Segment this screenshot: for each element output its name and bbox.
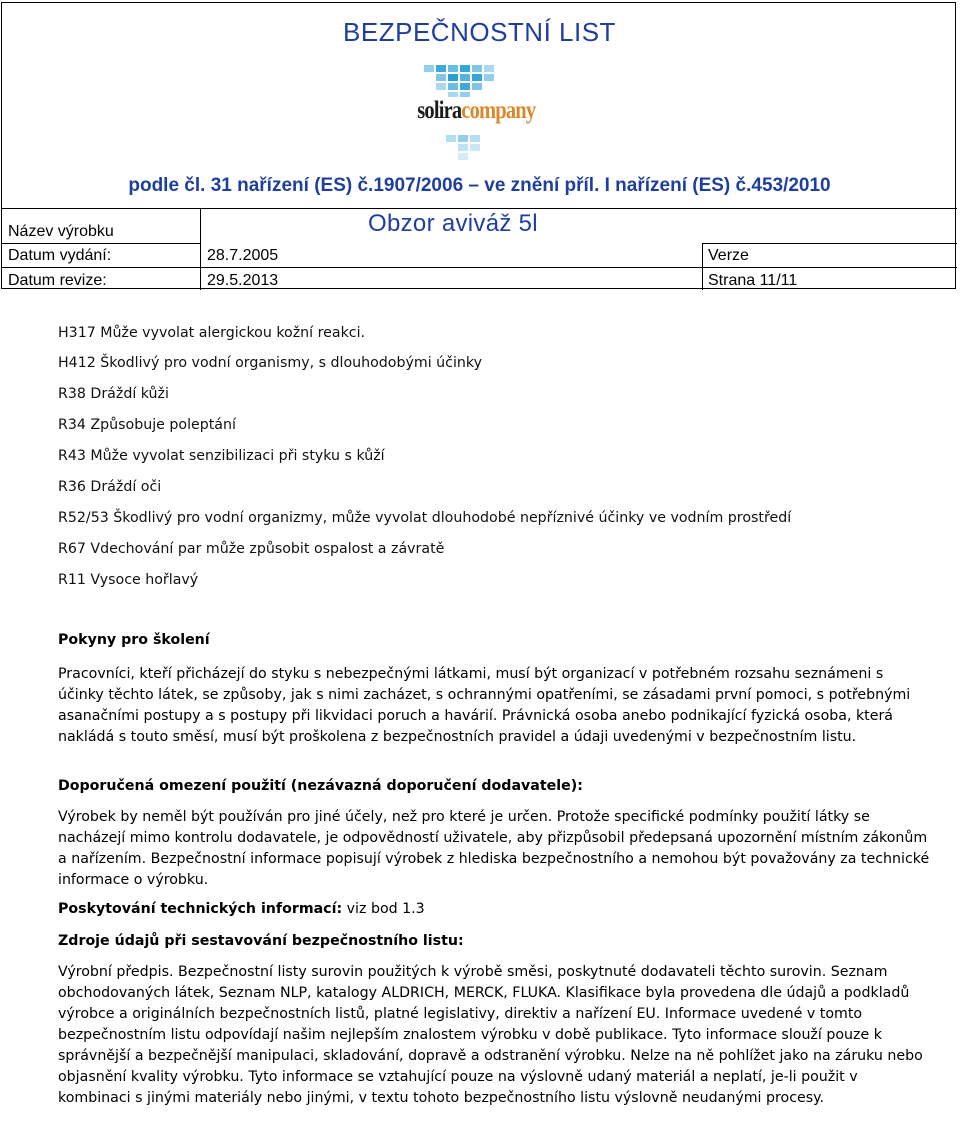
hazard-statement: R38 Dráždí kůži [58, 386, 169, 402]
divider [200, 208, 201, 290]
sources-heading: Zdroje údajů při sestavování bezpečnostního listu: [58, 933, 464, 949]
hazard-statement: R34 Způsobuje poleptání [58, 417, 236, 433]
hazard-statement: H412 Škodlivý pro vodní organismy, s dlouhodobými účinky [58, 355, 482, 371]
hazard-statement: R11 Vysoce hořlavý [58, 572, 199, 588]
revision-date-label: Datum revize: [8, 272, 107, 289]
logo-wordmark: soliracompany [417, 97, 536, 124]
sources-text: Výrobní předpis. Bezpečnostní listy surovin použitých k výrobě směsi, poskytnuté dodavateli těchto surovin. Seznam obchodovaných látek, Seznam NLP, katalogy ALDRICH, MERCK, FLUKA. Klasifikace byla provedena dle údajů a podkladů výrobce a originálních bezpečnostních listů, platné legislativy, direktiv a nařízení EU. Informace uvedené v tomto bezpečnostním listu odpovídají našim nejlepším znalostem výrobku v době publikace. Tyto informace slouží pouze k správnější a bezpečnější manipulaci, skladování, dopravě a odstranění výrobku. Nelze na ně pohlížet jako na záruku nebo objasnění kvality výrobku. Tyto informace se vztahující pouze na výslovně udaný materiál a neplatí, je-li použit v kombinaci s jinými materiály nebo jinými, v textu tohoto bezpečnostního listu výslovně neudanými procesy. [58, 964, 923, 1106]
hazard-statement: R52/53 Škodlivý pro vodní organizmy, může vyvolat dlouhodobé nepříznivé účinky ve vodním prostředí [58, 510, 792, 526]
divider [2, 243, 200, 244]
document-title: BEZPEČNOSTNÍ LIST [343, 17, 616, 47]
company-logo [406, 63, 536, 163]
divider [702, 243, 957, 244]
restrictions-text: Výrobek by neměl být používán pro jiné účely, než pro které je určen. Protože specifické podmínky použití látky se nacházejí mimo kontrolu dodavatele, je odpovědností uživatele, aby přizpůsobil předepsaná upozornění místním zákonům a nařízením. Bezpečnostní informace popisují výrobek z hlediska bezpečnostního a nemohou být považovány za technické informace o výrobku. [58, 809, 930, 888]
technical-info-heading: Poskytování technických informací: viz bod 1.3 [58, 901, 425, 917]
hazard-statement: R36 Dráždí oči [58, 479, 162, 495]
hazard-statement: R43 Může vyvolat senzibilizaci při styku s kůží [58, 448, 385, 464]
product-name-label: Název výrobku [8, 223, 114, 240]
divider [2, 267, 957, 268]
revision-date: 29.5.2013 [207, 272, 279, 289]
version-label: Verze [708, 247, 749, 264]
page-number: Strana 11/11 [708, 272, 798, 289]
issue-date-label: Datum vydání: [8, 247, 112, 264]
regulation-reference: podle čl. 31 nařízení (ES) č.1907/2006 – ve znění příl. I nařízení (ES) č.453/2010 [128, 175, 831, 196]
restrictions-heading: Doporučená omezení použití (nezávazná doporučení dodavatele): [58, 778, 583, 794]
hazard-statement: H317 Může vyvolat alergickou kožní reakci. [58, 325, 366, 341]
training-heading: Pokyny pro školení [58, 632, 210, 648]
technical-info-value: viz bod 1.3 [342, 901, 425, 917]
training-text: Pracovníci, kteří přicházejí do styku s nebezpečnými látkami, musí být organizací v potřebném rozsahu seznámeni s účinky těchto látek, se způsoby, jak s nimi zacházet, s ochrannými opatřeními, se zásadami první pomoci, s potřebnými asanačními postupy a s postupy při likvidaci poruch a havárií. Právnická osoba anebo podnikající fyzická osoba, která nakládá s touto směsí, musí být proškolena z bezpečnostních pravidel a údaji uvedenými v bezpečnostním listu. [58, 666, 911, 745]
document-header [1, 2, 956, 289]
divider [2, 208, 957, 209]
divider [702, 243, 703, 290]
product-name: Obzor aviváž 5l [368, 210, 538, 237]
issue-date: 28.7.2005 [207, 247, 279, 264]
hazard-statement: R67 Vdechování par může způsobit ospalost a závratě [58, 541, 445, 557]
